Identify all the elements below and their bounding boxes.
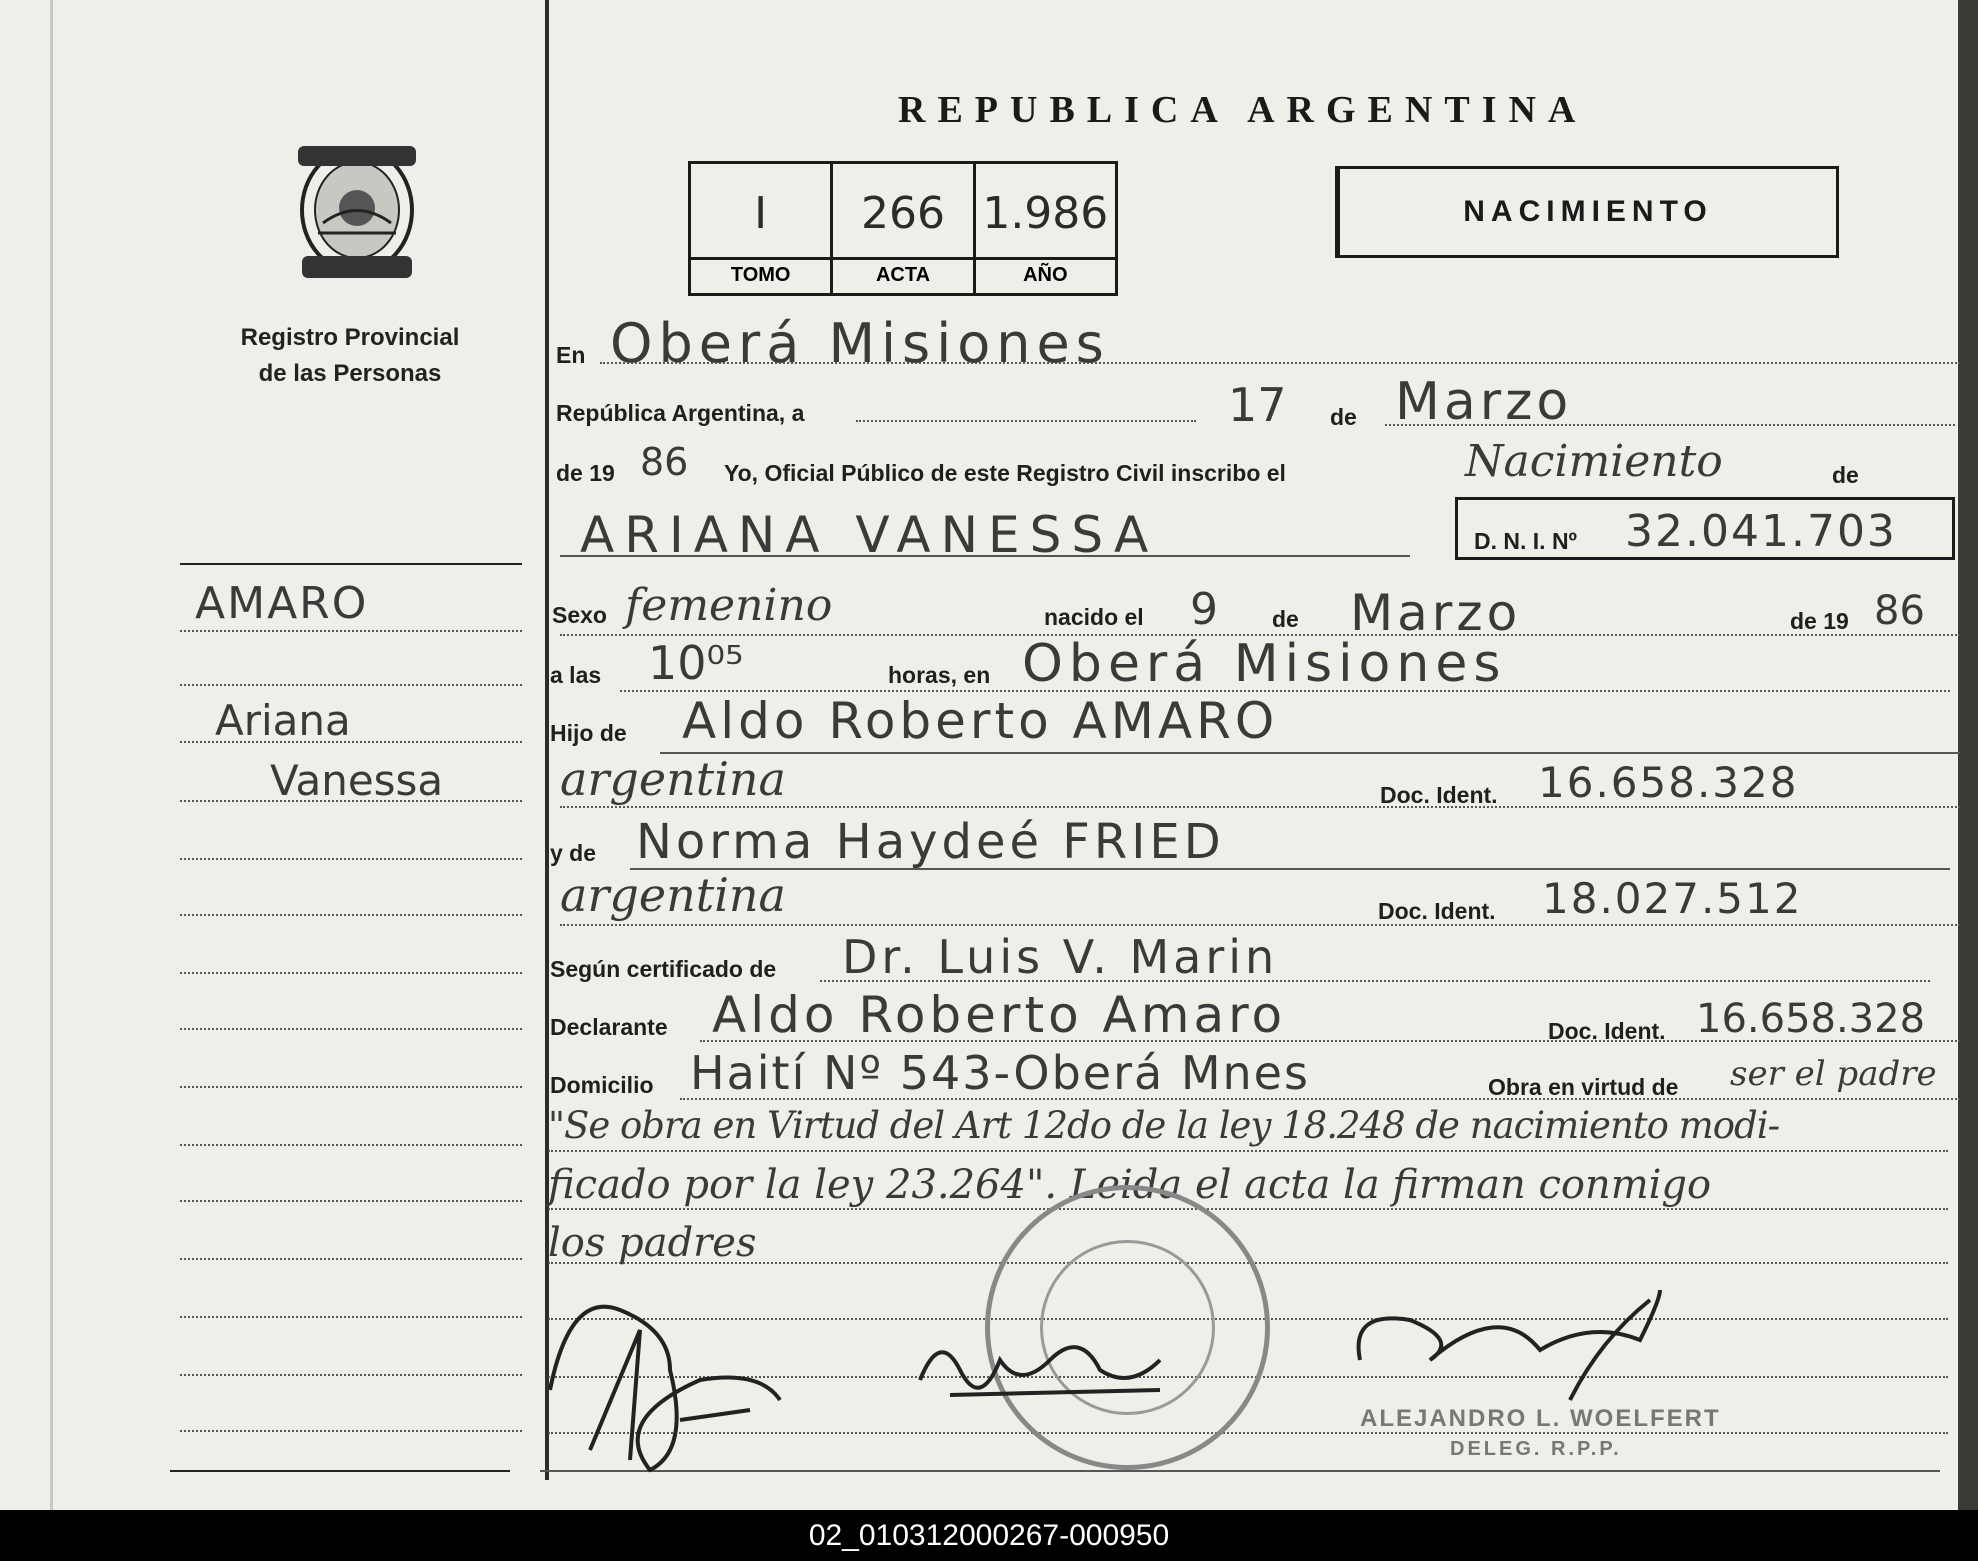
page-edge bbox=[1958, 0, 1978, 1510]
line-rule bbox=[660, 752, 1960, 754]
line-dots bbox=[856, 420, 1196, 422]
entry-birth-day: 9 bbox=[1190, 584, 1218, 635]
label-declarante: Declarante bbox=[550, 1014, 668, 1040]
margin-line bbox=[180, 1144, 522, 1146]
margin-given-2: Vanessa bbox=[270, 756, 444, 805]
margin-line bbox=[180, 630, 522, 632]
label-domicilio: Domicilio bbox=[550, 1072, 654, 1098]
provincial-seal-icon bbox=[288, 138, 426, 286]
line-dots bbox=[700, 1040, 1960, 1042]
margin-rule bbox=[170, 1470, 510, 1472]
registry-line2: de las Personas bbox=[258, 360, 442, 387]
margin-line bbox=[180, 1028, 522, 1030]
entry-day: 17 bbox=[1228, 378, 1287, 432]
margin-line bbox=[180, 1200, 522, 1202]
entry-reason: ser el padre bbox=[1730, 1054, 1937, 1094]
line-dots bbox=[820, 980, 1930, 982]
entry-mother-doc: 18.027.512 bbox=[1542, 874, 1803, 923]
margin-line bbox=[180, 858, 522, 860]
label-de: de bbox=[1330, 404, 1357, 430]
margin-line bbox=[180, 1316, 522, 1318]
entry-name: ARIANA VANESSA bbox=[580, 506, 1159, 564]
line-dots bbox=[548, 1150, 1948, 1152]
line-rule bbox=[560, 555, 1410, 557]
label-de-b: de bbox=[1272, 606, 1299, 632]
official-name: ALEJANDRO L. WOELFERT bbox=[1360, 1405, 1721, 1432]
acta-value: 266 bbox=[861, 188, 945, 239]
line-dots bbox=[600, 362, 1960, 364]
line-dots bbox=[560, 924, 1960, 926]
label-doc1: Doc. Ident. bbox=[1380, 782, 1498, 808]
margin-line bbox=[180, 800, 522, 802]
margin-surname: AMARO bbox=[195, 578, 369, 629]
entry-birth-year: 86 bbox=[1874, 588, 1925, 634]
label-de19b: de 19 bbox=[1790, 608, 1849, 634]
entry-declarant-doc: 16.658.328 bbox=[1696, 996, 1926, 1042]
label-dni: D. N. I. Nº bbox=[1474, 528, 1577, 554]
entry-year: 86 bbox=[640, 440, 689, 484]
registry-line1: Registro Provincial bbox=[240, 324, 460, 351]
entry-address: Haití Nº 543-Oberá Mnes bbox=[690, 1046, 1310, 1100]
margin-rule bbox=[180, 563, 522, 565]
margin-line bbox=[180, 1086, 522, 1088]
tomo-label: TOMO bbox=[691, 257, 830, 287]
line-dots bbox=[560, 806, 1960, 808]
tomo-value: I bbox=[754, 188, 768, 239]
entry-father-nat: argentina bbox=[560, 752, 786, 806]
label-doc2: Doc. Ident. bbox=[1378, 898, 1496, 924]
entry-dni: 32.041.703 bbox=[1625, 506, 1897, 557]
entry-place: Oberá Misiones bbox=[610, 312, 1110, 375]
entry-birth-place: Oberá Misiones bbox=[1022, 634, 1507, 694]
official-title: DELEG. R.P.P. bbox=[1450, 1438, 1622, 1460]
acta-label: ACTA bbox=[833, 257, 972, 287]
label-yde: y de bbox=[550, 840, 597, 866]
entry-birth-month: Marzo bbox=[1350, 584, 1522, 642]
label-obra: Obra en virtud de bbox=[1488, 1074, 1679, 1100]
signature-father-icon bbox=[530, 1250, 810, 1480]
label-doc3: Doc. Ident. bbox=[1548, 1018, 1666, 1044]
margin-line bbox=[180, 1430, 522, 1432]
label-nacido: nacido el bbox=[1044, 604, 1144, 630]
line-dots bbox=[548, 1208, 1948, 1210]
margin-line bbox=[180, 741, 522, 743]
label-horas: horas, en bbox=[888, 662, 991, 688]
page-title: REPUBLICA ARGENTINA bbox=[898, 89, 1588, 131]
ano-cell bbox=[976, 164, 1115, 293]
entry-note-2: ficado por la ley 23.264". Leida el acta la firman conmigo bbox=[548, 1162, 1712, 1208]
label-republica: República Argentina, a bbox=[556, 400, 805, 426]
entry-mother-nat: argentina bbox=[560, 868, 786, 922]
page-fold bbox=[50, 0, 53, 1510]
entry-father: Aldo Roberto AMARO bbox=[682, 692, 1279, 750]
label-segun: Según certificado de bbox=[550, 956, 777, 982]
margin-line bbox=[180, 1258, 522, 1260]
ano-value: 1.986 bbox=[982, 188, 1109, 239]
entry-note-1: "Se obra en Virtud del Art 12do de la ley 18.248 de nacimiento modi- bbox=[548, 1104, 1780, 1147]
label-de19: de 19 bbox=[556, 460, 615, 486]
margin-line bbox=[180, 972, 522, 974]
registry-table bbox=[688, 161, 1118, 296]
registry-name bbox=[200, 320, 500, 392]
label-hijo: Hijo de bbox=[550, 720, 627, 746]
footer-code: 02_010312000267-000950 bbox=[0, 1510, 1978, 1561]
label-alas: a las bbox=[550, 662, 602, 688]
margin-line bbox=[180, 1374, 522, 1376]
entry-declarant: Aldo Roberto Amaro bbox=[712, 986, 1287, 1044]
label-sexo: Sexo bbox=[552, 602, 607, 628]
signature-official-icon bbox=[1340, 1280, 1680, 1410]
signature-mother-icon bbox=[910, 1320, 1170, 1410]
entry-time: 10⁰⁵ bbox=[648, 636, 744, 690]
entry-record: Nacimiento bbox=[1465, 436, 1723, 487]
margin-given-1: Ariana bbox=[215, 696, 351, 745]
record-type-box: NACIMIENTO bbox=[1335, 166, 1839, 258]
line-rule bbox=[630, 868, 1950, 870]
entry-mother: Norma Haydeé FRIED bbox=[636, 814, 1225, 870]
entry-certificate: Dr. Luis V. Marin bbox=[842, 930, 1279, 984]
line-dots bbox=[680, 1098, 1960, 1100]
ano-label: AÑO bbox=[976, 257, 1115, 287]
acta-cell bbox=[833, 164, 975, 293]
tomo-cell bbox=[691, 164, 833, 293]
entry-father-doc: 16.658.328 bbox=[1538, 758, 1799, 807]
entry-note-3: los padres bbox=[548, 1220, 757, 1266]
entry-month: Marzo bbox=[1395, 372, 1573, 432]
line-dots bbox=[1385, 424, 1955, 426]
label-de-end: de bbox=[1832, 462, 1859, 488]
label-yo: Yo, Oficial Público de este Registro Civil inscribo el bbox=[724, 460, 1286, 486]
entry-sex: femenino bbox=[625, 580, 833, 631]
margin-line bbox=[180, 914, 522, 916]
label-en: En bbox=[556, 342, 586, 368]
margin-line bbox=[180, 684, 522, 686]
